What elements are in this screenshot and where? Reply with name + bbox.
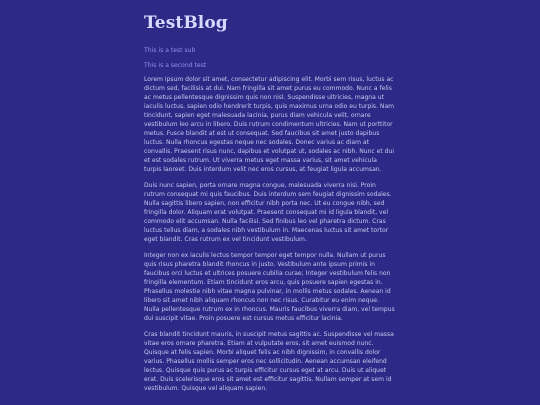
- post-paragraph: Duis nunc sapien, porta ornare magna congue, malesuada viverra nisi. Proin rutrum consequat mi quis faucibus. Duis interdum sem feugiat dignissim sodales. Nulla sagittis libero sapien, non efficitur nibh porta nec. Ut eu congue nibh, sed fringilla dolor. Aliquam erat volutpat. Praesent consequat mi id ligula blandit, vel commodo elit accumsan. Nulla facilisi. Sed finibus leo vel pharetra dictum. Cras luctus tellus diam, a sodales nibh vestibulum in. Maecenas luctus sit amet tortor eget blandit. Cras rutrum ex vel tincidunt vestibulum.: [144, 181, 392, 243]
- blog-subtitle-1: This is a test sub: [144, 47, 196, 54]
- post-paragraph: Integer non ex iaculis lectus tempor tempor eget tempor nulla. Nullam ut purus quis risus pharetra blandit rhoncus in justo. Vestibulum ante ipsum primis in faucibus orci luctus et ultrices posuere cubilia curae; Integer vestibulum felis non fringilla elementum. Etiam tincidunt eros arcu, quis posuere sapien egestas in. Phasellus molestie nibh vitae magna pulvinar, in mollis metus sodales. Aenean id libero sit amet nibh aliquam rhoncus non nec risus. Curabitur eu enim neque. Nulla pellentesque rutrum ex in rhoncus. Mauris faucibus viverra diam, vel tempus dui suscipit vitae. Proin posuere est cursus metus efficitur lacinia.: [144, 251, 395, 322]
- blog-title[interactable]: TestBlog: [144, 13, 228, 33]
- post-body: [144, 76, 396, 394]
- blog-subtitle-2: This is a second test: [144, 62, 207, 69]
- post-paragraph: Cras blandit tincidunt mauris, in suscipit metus sagittis ac. Suspendisse vel massa vitae eros ornare pharetra. Etiam at vulputate eros, sit amet euismod nunc. Quisque at felis sapien. Morbi aliquet felis ac nibh dignissim, in convallis dolor varius. Phasellus mollis semper eros nec sollicitudin. Aenean accumsan eleifend lectus. Quisque quis purus ac turpis efficitur cursus eget at arcu. Duis ut aliquet erat. Duis scelerisque eros sit amet est efficitur sagittis. Nullam semper at sem id vestibulum. Quisque vel aliquam sapien.: [144, 330, 394, 392]
- post-paragraph: Lorem ipsum dolor sit amet, consectetur adipiscing elit. Morbi sem risus, luctus ac dictum sed, facilisis at dui. Nam fringilla sit amet purus eu commodo. Nunc a felis ac metus pellentesque dignissim quis non nisl. Suspendisse ultricies, magna ut iaculis luctus, sapien odio hendrerit turpis, quis maximus urna odio eu turpis. Nam tincidunt, sapien eget malesuada lacinia, purus diam vehicula velit, ornare vestibulum leo arcu in libero. Duis rutrum condimentum ultricies. Nam ut porttitor metus. Fusce blandit at est ut consequat. Sed faucibus sit amet justo dapibus luctus. Nulla rhoncus egestas neque nec sodales. Donec varius ac diam at convallis. Praesent risus nunc, dapibus et volutpat ut, sodales ac nibh. Nunc et dui et est sodales rutrum. Ut viverra metus eget massa varius, sit amet vehicula turpis laoreet. Duis interdum velit nec eros cursus, at feugiat ligula accumsan.: [144, 76, 395, 173]
- blog-content-column: [144, 0, 396, 401]
